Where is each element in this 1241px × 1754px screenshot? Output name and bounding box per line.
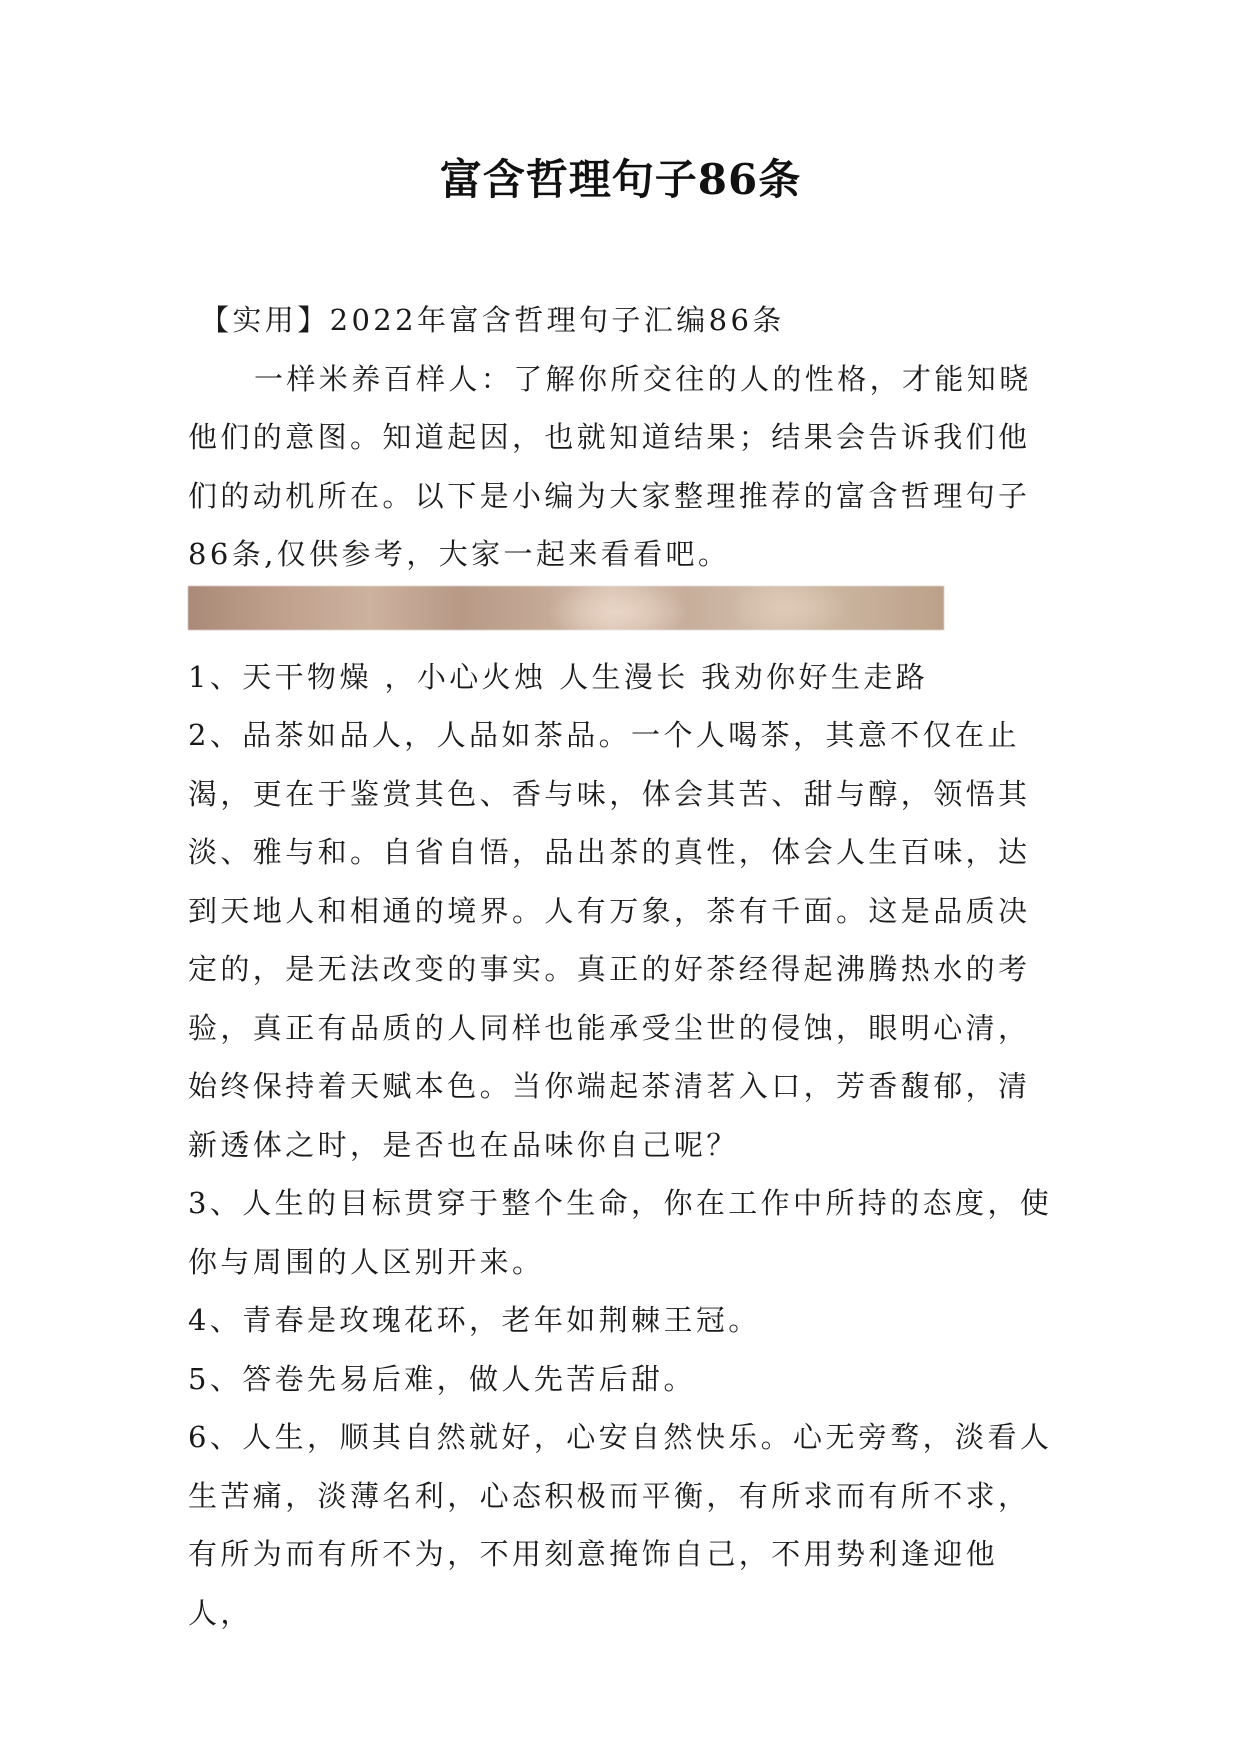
list-item: 4、青春是玫瑰花环，老年如荆棘王冠。 [188, 1303, 761, 1337]
list-item: 3、人生的目标贯穿于整个生命，你在工作中所持的态度，使你与周围的人区别开来。 [188, 1186, 1053, 1279]
document-title: 富含哲理句子86条 [439, 155, 802, 204]
blurred-banner-image [188, 586, 944, 630]
intro-paragraph: 一样米养百样人：了解你所交往的人的性格，才能知晓他们的意图。知道起因，也就知道结果；结果会告诉我们他们的动机所在。以下是小编为大家整理推荐的富含哲理句子86条,仅供参考，大家一起来看看吧。 [188, 361, 1032, 571]
list-item: 5、答卷先易后难，做人先苦后甜。 [188, 1361, 696, 1396]
list-item: 6、人生，顺其自然就好，心安自然快乐。心无旁骛，淡看人生苦痛，淡薄名利，心态积极而平衡，有所求而有所不求，有所为而有所不为，不用刻意掩饰自己，不用势利逢迎他人， [188, 1420, 1053, 1630]
list-item: 2、品茶如品人，人品如茶品。一个人喝茶，其意不仅在止渴，更在于鉴赏其色、香与味，体会其苦、甜与醇，领悟其淡、雅与和。自省自悟，品出茶的真性，体会人生百味，达到天地人和相通的境界。人有万象，茶有千面。这是品质决定的，是无法改变的事实。真正的好茶经得起沸腾热水的考验，真正有品质的人同样也能承受尘世的侵蚀，眼明心清，始终保持着天赋本色。当你端起茶清茗入口，芳香馥郁，清新透体之时，是否也在品味你自己呢？ [188, 718, 1031, 1162]
document-body [188, 291, 1058, 1642]
document-subtitle: 【实用】2022年富含哲理句子汇编86条 [200, 303, 785, 337]
list-item: 1、天干物燥 ，小心火烛 人生漫长 我劝你好生走路 [188, 659, 929, 694]
